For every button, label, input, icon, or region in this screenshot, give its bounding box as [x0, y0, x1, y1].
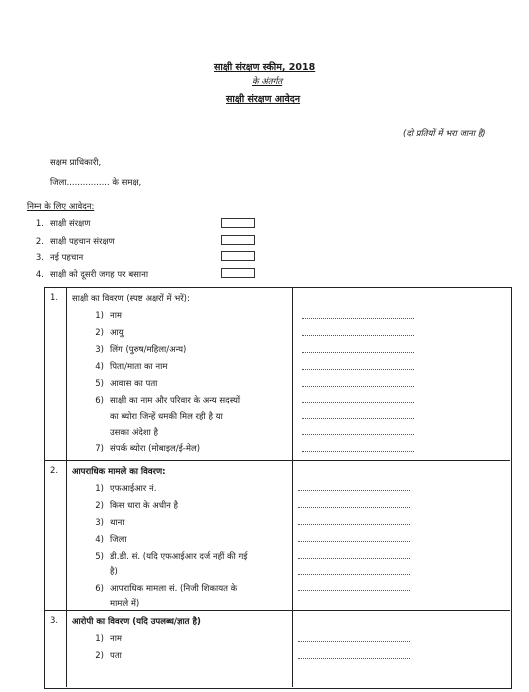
field-text: आयु — [110, 328, 124, 338]
field-label — [84, 500, 178, 511]
field-number: 3) — [95, 345, 104, 355]
option-item — [24, 236, 115, 247]
table-divider — [292, 287, 293, 687]
field-text: साक्षी का नाम और परिवार के अन्य सदस्यों — [110, 396, 241, 406]
answer-line[interactable] — [302, 386, 414, 387]
answer-line[interactable] — [298, 541, 410, 542]
field-text: पिता/माता का नाम — [110, 362, 168, 372]
field-text: लिंग (पुरुष/महिला/अन्य) — [110, 345, 187, 355]
answer-line[interactable] — [302, 402, 414, 403]
field-label — [84, 517, 125, 528]
form-subtitle: के अंतर्गत — [252, 77, 283, 87]
table-divider — [44, 610, 510, 611]
section-number: 3. — [50, 616, 59, 626]
field-label — [84, 534, 126, 545]
addressee-line: सक्षम प्राधिकारी, — [50, 158, 102, 168]
field-text-continued: मामले में) — [110, 599, 140, 609]
field-number: 5) — [95, 552, 104, 562]
field-number: 1) — [95, 311, 104, 321]
field-text: डी.डी. सं. (यदि एफआईआर दर्ज नहीं की गई — [110, 552, 248, 562]
field-label — [84, 483, 156, 494]
field-number: 4) — [95, 535, 104, 545]
option-number: 1. — [35, 219, 44, 229]
answer-line[interactable] — [298, 524, 410, 525]
field-label — [84, 633, 122, 644]
option-label: साक्षी पहचान संरक्षण — [50, 237, 115, 247]
answer-line[interactable] — [302, 369, 414, 370]
field-text: जिला — [110, 535, 127, 545]
section-heading: साक्षी का विवरण (स्पष्ट अक्षरों में भरें): — [72, 294, 190, 304]
field-label — [84, 361, 167, 372]
field-number: 2) — [95, 501, 104, 511]
copies-note: (दो प्रतियों में भरा जाना है) — [403, 129, 486, 139]
field-text: संपर्क ब्योरा (मोबाइल/ई-मेल) — [110, 444, 201, 454]
field-text: एफआईआर नं. — [110, 484, 157, 494]
field-text-continued: उसका अंदेशा है — [110, 428, 159, 438]
field-number: 6) — [95, 584, 104, 594]
option-item — [24, 269, 148, 280]
option-checkbox[interactable] — [221, 218, 255, 228]
answer-line[interactable] — [298, 574, 410, 575]
district-line: जिला................ के समक्ष, — [50, 178, 142, 188]
field-text-continued: है) — [110, 567, 118, 577]
answer-line[interactable] — [302, 335, 414, 336]
field-number: 1) — [95, 634, 104, 644]
answer-line[interactable] — [302, 451, 414, 452]
option-number: 3. — [35, 253, 44, 263]
answer-line[interactable] — [298, 641, 410, 642]
field-number: 2) — [95, 328, 104, 338]
option-checkbox[interactable] — [221, 235, 255, 245]
answer-line[interactable] — [302, 318, 414, 319]
table-divider — [66, 287, 67, 687]
field-label — [84, 344, 186, 355]
section-heading: आपराधिक मामले का विवरण: — [72, 467, 166, 477]
field-label — [84, 551, 247, 562]
field-text: थाना — [110, 518, 125, 528]
field-text: नाम — [110, 634, 123, 644]
option-item — [24, 218, 90, 229]
field-text: किस धारा के अधीन है — [110, 501, 179, 511]
form-title: साक्षी संरक्षण स्कीम, 2018 — [214, 62, 316, 73]
application-for-label: निम्न के लिए आवेदन: — [27, 202, 95, 212]
answer-line[interactable] — [298, 590, 410, 591]
table-divider — [44, 460, 510, 461]
form-heading: साक्षी संरक्षण आवेदन — [226, 94, 301, 105]
answer-line[interactable] — [298, 558, 410, 559]
answer-line[interactable] — [298, 490, 410, 491]
answer-line[interactable] — [298, 658, 410, 659]
option-checkbox[interactable] — [221, 251, 255, 261]
field-text: आवास का पता — [110, 379, 158, 389]
field-number: 3) — [95, 518, 104, 528]
option-label: साक्षी संरक्षण — [50, 219, 91, 229]
field-text-continued: का ब्योरा जिन्हें धमकी मिल रही है या — [110, 412, 223, 422]
field-text: पता — [110, 651, 122, 661]
section-heading: आरोपी का विवरण (यदि उपलब्ध/ज्ञात है) — [72, 617, 201, 627]
field-label — [84, 327, 124, 338]
field-label — [84, 650, 122, 661]
field-text: आपराधिक मामला सं. (निजी शिकायत के — [110, 584, 238, 594]
answer-line[interactable] — [302, 352, 414, 353]
field-label — [84, 395, 240, 406]
field-label — [84, 378, 157, 389]
answer-line[interactable] — [302, 434, 414, 435]
field-number: 2) — [95, 651, 104, 661]
option-item — [24, 252, 83, 263]
option-number: 2. — [35, 237, 44, 247]
field-number: 6) — [95, 396, 104, 406]
field-text: नाम — [110, 311, 123, 321]
answer-line[interactable] — [302, 418, 414, 419]
section-number: 2. — [50, 466, 59, 476]
field-label — [84, 443, 200, 454]
field-label — [84, 583, 237, 594]
field-label — [84, 310, 122, 321]
option-label: साक्षी को दूसरी जगह पर बसाना — [50, 270, 149, 280]
option-number: 4. — [35, 270, 44, 280]
option-checkbox[interactable] — [221, 268, 255, 278]
field-number: 1) — [95, 484, 104, 494]
option-label: नई पहचान — [50, 253, 84, 263]
section-number: 1. — [50, 293, 59, 303]
answer-line[interactable] — [298, 507, 410, 508]
field-number: 4) — [95, 362, 104, 372]
field-number: 5) — [95, 379, 104, 389]
field-number: 7) — [95, 444, 104, 454]
